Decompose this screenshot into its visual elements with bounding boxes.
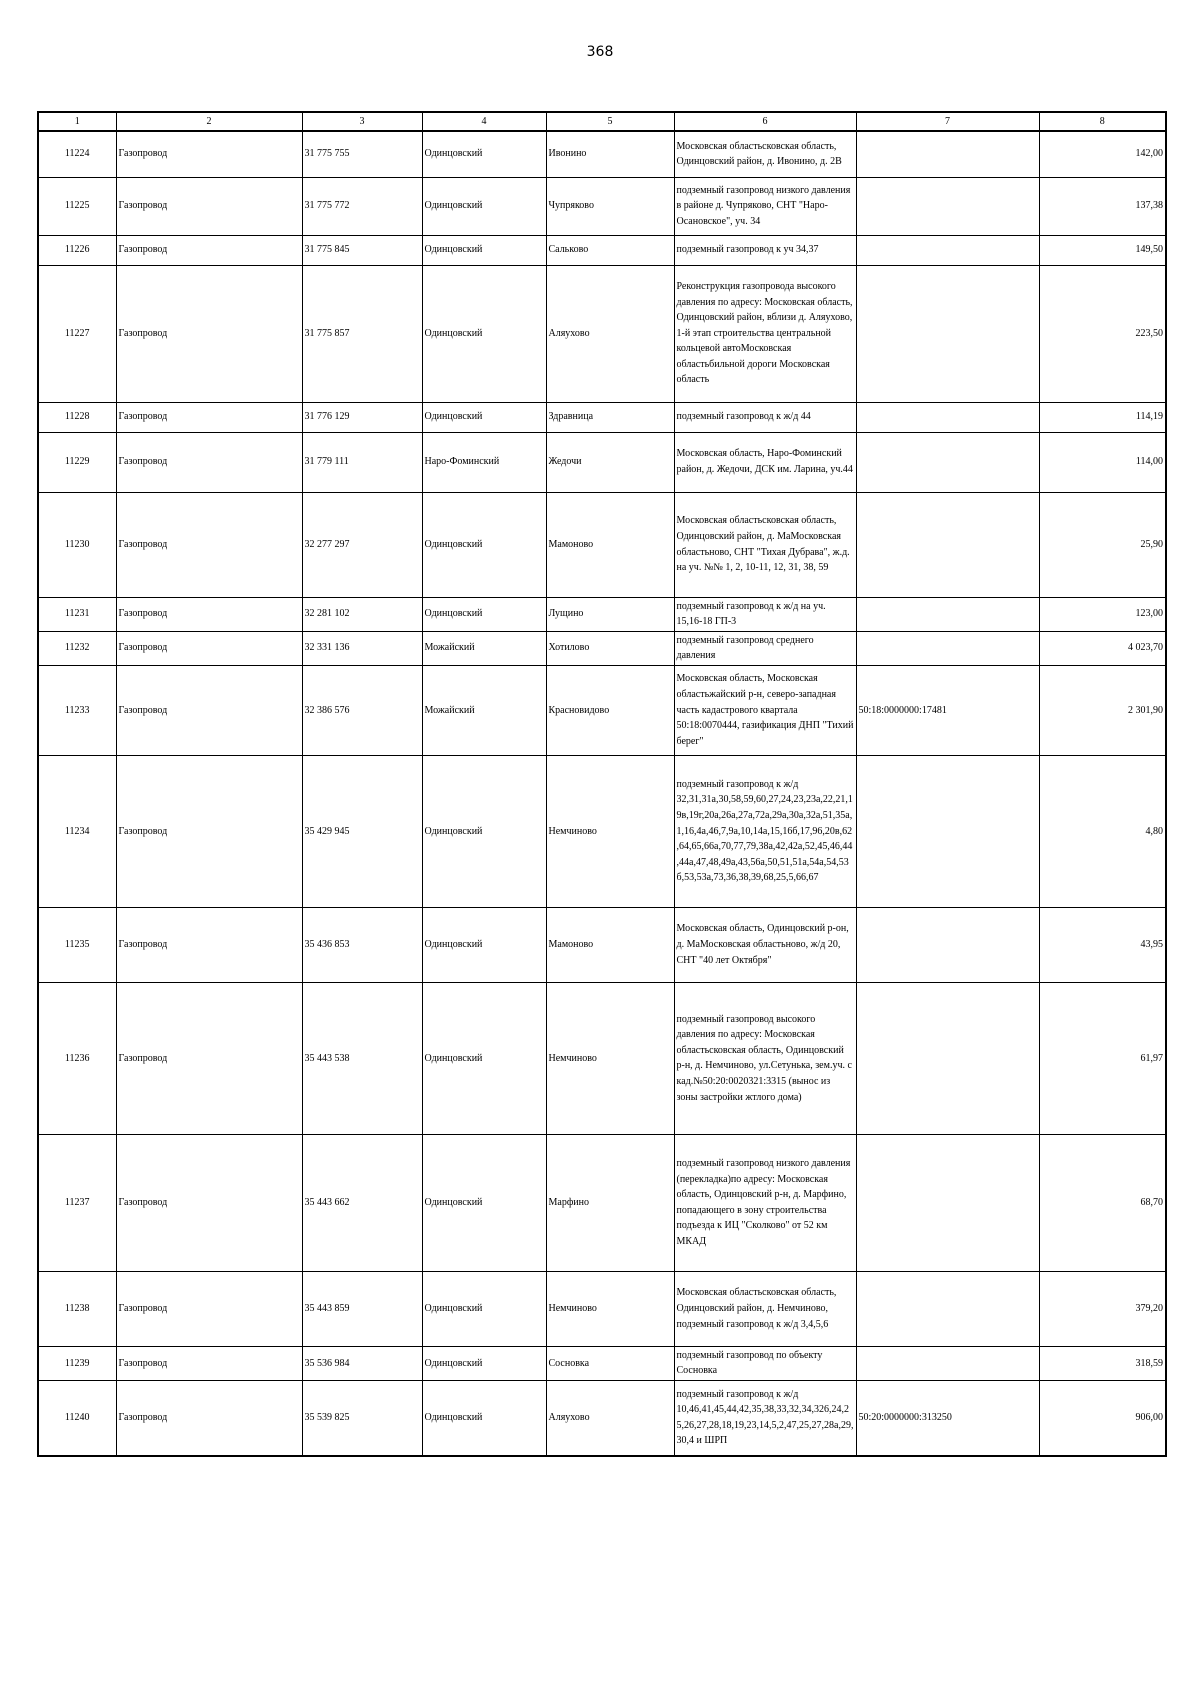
object-code-cell: 32 331 136 <box>302 631 422 665</box>
length-value-cell: 43,95 <box>1039 907 1166 982</box>
table-row <box>38 265 1166 402</box>
cadastral-number-cell: 50:20:0000000:313250 <box>856 1381 1039 1456</box>
district-cell: Одинцовский <box>422 177 546 235</box>
row-id-cell: 11234 <box>38 755 116 907</box>
object-code-cell: 31 775 772 <box>302 177 422 235</box>
row-id-cell: 11225 <box>38 177 116 235</box>
cadastral-number-cell <box>856 631 1039 665</box>
length-value-cell: 379,20 <box>1039 1271 1166 1346</box>
table-row <box>38 432 1166 492</box>
row-id-cell: 11226 <box>38 235 116 265</box>
length-value-cell: 123,00 <box>1039 597 1166 631</box>
length-value-cell: 149,50 <box>1039 235 1166 265</box>
length-value-cell: 2 301,90 <box>1039 665 1166 755</box>
table-row <box>38 402 1166 432</box>
table-row <box>38 1134 1166 1271</box>
district-cell: Одинцовский <box>422 597 546 631</box>
object-type-cell: Газопровод <box>116 235 302 265</box>
table-row <box>38 1271 1166 1346</box>
object-code-cell: 31 779 111 <box>302 432 422 492</box>
locality-cell: Красновидово <box>546 665 674 755</box>
table-row <box>38 597 1166 631</box>
cadastral-number-cell <box>856 982 1039 1134</box>
locality-cell: Марфино <box>546 1134 674 1271</box>
object-type-cell: Газопровод <box>116 982 302 1134</box>
table-row <box>38 1381 1166 1456</box>
length-value-cell: 61,97 <box>1039 982 1166 1134</box>
district-cell: Можайский <box>422 665 546 755</box>
locality-cell: Мамоново <box>546 907 674 982</box>
locality-cell: Сальково <box>546 235 674 265</box>
district-cell: Одинцовский <box>422 1381 546 1456</box>
address-cell: подземный газопровод среднего давления <box>674 631 856 665</box>
table-row <box>38 131 1166 177</box>
cadastral-number-cell <box>856 492 1039 597</box>
object-type-cell: Газопровод <box>116 755 302 907</box>
locality-cell: Немчиново <box>546 1271 674 1346</box>
district-cell: Одинцовский <box>422 755 546 907</box>
district-cell: Одинцовский <box>422 907 546 982</box>
district-cell: Одинцовский <box>422 1271 546 1346</box>
row-id-cell: 11228 <box>38 402 116 432</box>
cadastral-number-cell <box>856 265 1039 402</box>
address-cell: Реконструкция газопровода высокого давления по адресу: Московская область, Одинцовский район, вблизи д. Аляухово, 1-й этап строительства центральной кольцевой автоМосковская областьбильной дороги Московская область <box>674 265 856 402</box>
table-row <box>38 755 1166 907</box>
locality-cell: Аляухово <box>546 1381 674 1456</box>
address-cell: Московская область, Одинцовский р-он, д. МаМосковская областьново, ж/д 20, СНТ "40 лет Октября" <box>674 907 856 982</box>
table-row <box>38 907 1166 982</box>
object-type-cell: Газопровод <box>116 177 302 235</box>
object-code-cell: 31 775 755 <box>302 131 422 177</box>
locality-cell: Лущино <box>546 597 674 631</box>
object-code-cell: 31 775 857 <box>302 265 422 402</box>
column-header: 4 <box>422 112 546 131</box>
district-cell: Одинцовский <box>422 1134 546 1271</box>
length-value-cell: 142,00 <box>1039 131 1166 177</box>
column-header: 8 <box>1039 112 1166 131</box>
object-type-cell: Газопровод <box>116 907 302 982</box>
length-value-cell: 114,19 <box>1039 402 1166 432</box>
length-value-cell: 318,59 <box>1039 1346 1166 1380</box>
address-cell: Московская область, Наро-Фоминский район, д. Жедочи, ДСК им. Ларина, уч.44 <box>674 432 856 492</box>
column-header: 6 <box>674 112 856 131</box>
locality-cell: Хотилово <box>546 631 674 665</box>
address-cell: Московская область, Московская областьжайский р-н, северо-западная часть кадастрового квартала 50:18:0070444, газификация ДНП "Тихий берег" <box>674 665 856 755</box>
cadastral-number-cell <box>856 907 1039 982</box>
object-code-cell: 35 443 538 <box>302 982 422 1134</box>
length-value-cell: 114,00 <box>1039 432 1166 492</box>
cadastral-number-cell <box>856 1346 1039 1380</box>
address-cell: подземный газопровод к ж/д 10,46,41,45,44,42,35,38,33,32,34,326,24,25,26,27,28,18,19,23,14,5,2,47,25,27,28а,29,30,4 и ШРП <box>674 1381 856 1456</box>
object-code-cell: 32 386 576 <box>302 665 422 755</box>
object-code-cell: 32 277 297 <box>302 492 422 597</box>
district-cell: Одинцовский <box>422 1346 546 1380</box>
address-cell: подземный газопровод к ж/д на уч. 15,16-18 ГП-3 <box>674 597 856 631</box>
district-cell: Одинцовский <box>422 235 546 265</box>
district-cell: Одинцовский <box>422 982 546 1134</box>
table-row <box>38 177 1166 235</box>
length-value-cell: 4,80 <box>1039 755 1166 907</box>
cadastral-number-cell <box>856 1271 1039 1346</box>
object-code-cell: 35 539 825 <box>302 1381 422 1456</box>
row-id-cell: 11237 <box>38 1134 116 1271</box>
length-value-cell: 223,50 <box>1039 265 1166 402</box>
object-type-cell: Газопровод <box>116 665 302 755</box>
district-cell: Наро-Фоминский <box>422 432 546 492</box>
cadastral-number-cell <box>856 177 1039 235</box>
row-id-cell: 11238 <box>38 1271 116 1346</box>
object-type-cell: Газопровод <box>116 1134 302 1271</box>
row-id-cell: 11233 <box>38 665 116 755</box>
length-value-cell: 137,38 <box>1039 177 1166 235</box>
column-header: 3 <box>302 112 422 131</box>
column-header: 7 <box>856 112 1039 131</box>
length-value-cell: 4 023,70 <box>1039 631 1166 665</box>
address-cell: подземный газопровод к ж/д 44 <box>674 402 856 432</box>
object-code-cell: 35 536 984 <box>302 1346 422 1380</box>
address-cell: подземный газопровод по объекту Сосновка <box>674 1346 856 1380</box>
address-cell: подземный газопровод высокого давления по адресу: Московская областьсковская область, Одинцовский р-н, д. Немчиново, ул.Сетунька, зем.уч. с кад.№50:20:0020321:3315 (вынос из зоны застройки жтлого дома) <box>674 982 856 1134</box>
district-cell: Одинцовский <box>422 131 546 177</box>
district-cell: Одинцовский <box>422 492 546 597</box>
object-type-cell: Газопровод <box>116 631 302 665</box>
row-id-cell: 11240 <box>38 1381 116 1456</box>
locality-cell: Чупряково <box>546 177 674 235</box>
object-code-cell: 31 775 845 <box>302 235 422 265</box>
row-id-cell: 11231 <box>38 597 116 631</box>
table-row <box>38 1346 1166 1380</box>
district-cell: Одинцовский <box>422 402 546 432</box>
cadastral-number-cell: 50:18:0000000:17481 <box>856 665 1039 755</box>
cadastral-number-cell <box>856 597 1039 631</box>
object-type-cell: Газопровод <box>116 492 302 597</box>
object-type-cell: Газопровод <box>116 1381 302 1456</box>
address-cell: подземный газопровод низкого давления (перекладка)по адресу: Московская область, Одинцовский р-н, д. Марфино, попадающего в зону строительства подъезда к ИЦ "Сколково" от 52 км МКАД <box>674 1134 856 1271</box>
length-value-cell: 68,70 <box>1039 1134 1166 1271</box>
cadastral-number-cell <box>856 402 1039 432</box>
row-id-cell: 11236 <box>38 982 116 1134</box>
locality-cell: Немчиново <box>546 982 674 1134</box>
object-type-cell: Газопровод <box>116 402 302 432</box>
cadastral-number-cell <box>856 755 1039 907</box>
cadastral-number-cell <box>856 432 1039 492</box>
address-cell: Московская областьсковская область, Одинцовский район, д. Ивонино, д. 2В <box>674 131 856 177</box>
cadastral-number-cell <box>856 1134 1039 1271</box>
registry-table <box>37 111 1167 1457</box>
locality-cell: Сосновка <box>546 1346 674 1380</box>
object-code-cell: 35 443 662 <box>302 1134 422 1271</box>
address-cell: подземный газопровод к уч 34,37 <box>674 235 856 265</box>
locality-cell: Жедочи <box>546 432 674 492</box>
address-cell: Московская областьсковская область, Одинцовский район, д. Немчиново, подземный газопровод к ж/д 3,4,5,6 <box>674 1271 856 1346</box>
locality-cell: Немчиново <box>546 755 674 907</box>
address-cell: подземный газопровод к ж/д 32,31,31а,30,58,59,60,27,24,23,23а,22,21,19в,19г,20а,26а,27а,72а,29а,30а,32а,51,35а,1,16,4а,46,7,9а,10,14а,15,16б,17,96,20в,62,64,65,66а,70,77,79,38а,42,42а,52,45,46,44,44а,47,48,49а,43,56а,50,51,51а,54а,54,53б,53,53а,73,36,38,39,68,25,5,66,67 <box>674 755 856 907</box>
table-body <box>38 131 1166 1456</box>
cadastral-number-cell <box>856 235 1039 265</box>
column-header: 1 <box>38 112 116 131</box>
object-code-cell: 32 281 102 <box>302 597 422 631</box>
row-id-cell: 11229 <box>38 432 116 492</box>
row-id-cell: 11230 <box>38 492 116 597</box>
district-cell: Можайский <box>422 631 546 665</box>
row-id-cell: 11239 <box>38 1346 116 1380</box>
address-cell: подземный газопровод низкого давления в районе д. Чупряково, СНТ "Наро-Осановское", уч. 34 <box>674 177 856 235</box>
locality-cell: Аляухово <box>546 265 674 402</box>
table-row <box>38 982 1166 1134</box>
object-code-cell: 35 443 859 <box>302 1271 422 1346</box>
object-type-cell: Газопровод <box>116 432 302 492</box>
address-cell: Московская областьсковская область, Одинцовский район, д. МаМосковская областьново, СНТ "Тихая Дубрава", ж.д. на уч. №№ 1, 2, 10-11, 12, 31, 38, 59 <box>674 492 856 597</box>
length-value-cell: 906,00 <box>1039 1381 1166 1456</box>
object-type-cell: Газопровод <box>116 131 302 177</box>
row-id-cell: 11235 <box>38 907 116 982</box>
locality-cell: Здравница <box>546 402 674 432</box>
column-header: 5 <box>546 112 674 131</box>
length-value-cell: 25,90 <box>1039 492 1166 597</box>
row-id-cell: 11227 <box>38 265 116 402</box>
district-cell: Одинцовский <box>422 265 546 402</box>
row-id-cell: 11232 <box>38 631 116 665</box>
object-type-cell: Газопровод <box>116 1346 302 1380</box>
object-type-cell: Газопровод <box>116 597 302 631</box>
table-row <box>38 235 1166 265</box>
object-code-cell: 35 429 945 <box>302 755 422 907</box>
table-header-row <box>38 112 1166 131</box>
table-row <box>38 631 1166 665</box>
locality-cell: Ивонино <box>546 131 674 177</box>
table-row <box>38 665 1166 755</box>
object-type-cell: Газопровод <box>116 1271 302 1346</box>
object-code-cell: 35 436 853 <box>302 907 422 982</box>
table-row <box>38 492 1166 597</box>
page-number: 368 <box>586 44 614 60</box>
locality-cell: Мамоново <box>546 492 674 597</box>
row-id-cell: 11224 <box>38 131 116 177</box>
column-header: 2 <box>116 112 302 131</box>
object-type-cell: Газопровод <box>116 265 302 402</box>
object-code-cell: 31 776 129 <box>302 402 422 432</box>
cadastral-number-cell <box>856 131 1039 177</box>
